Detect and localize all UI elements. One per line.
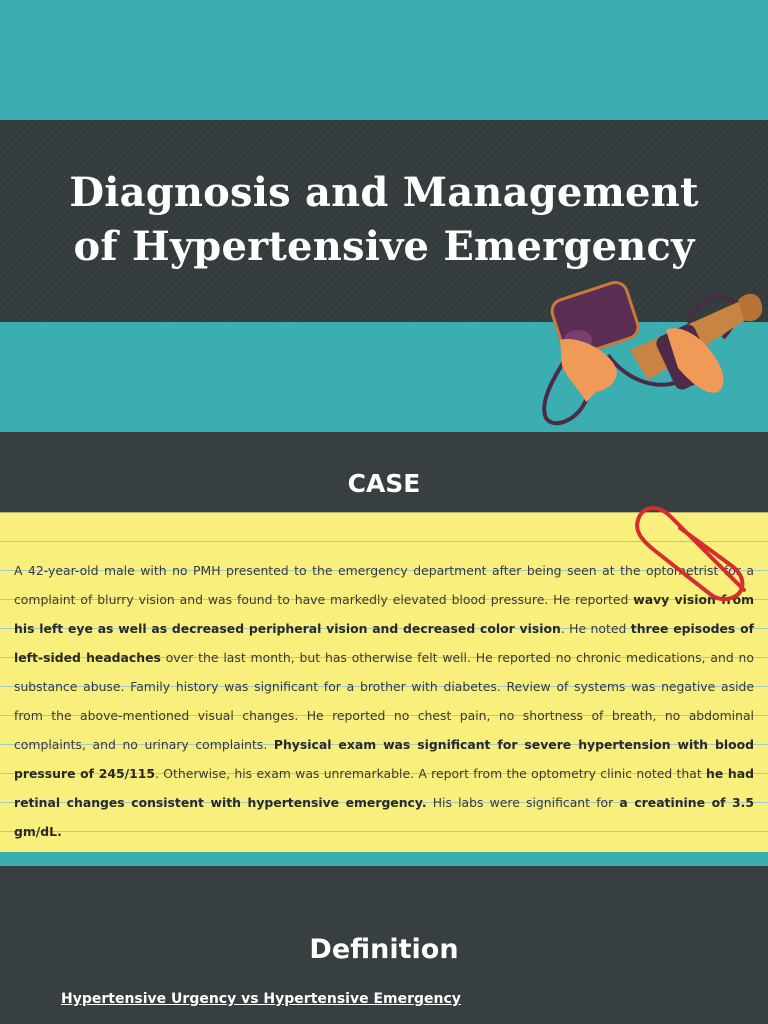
title-line-2: of Hypertensive Emergency: [73, 223, 695, 270]
top-teal-band: [0, 0, 768, 120]
case-highlight-visual-symptoms: wavy vision from his left eye as well as decreased peripheral vision and decreased color vision: [14, 592, 754, 636]
case-highlight-retinal-changes: he had retinal changes consistent with hypertensive emergency.: [14, 766, 754, 810]
case-highlight-headaches: three episodes of left-sided headaches: [14, 621, 754, 665]
case-text-segment: His labs were significant for: [426, 795, 620, 810]
page-title: [0, 166, 768, 274]
case-heading: CASE: [347, 469, 421, 498]
case-text-segment: over the last month, but has otherwise felt well. He reported no chronic medications, and no substance abuse. Family history was significant for a brother with diabetes. Review of systems was negative aside from the above-mentioned visual changes. He reported no chest pain, no shortness of breath, no abdominal complaints, and no urinary complaints.: [14, 650, 754, 752]
case-text-segment: . He noted: [560, 621, 631, 636]
definition-heading: Definition: [309, 934, 459, 965]
blood-pressure-cuff-icon: [538, 280, 768, 430]
title-line-1: Diagnosis and Management: [69, 169, 699, 216]
case-text-segment: . Otherwise, his exam was unremarkable. A report from the optometry clinic noted that: [155, 766, 707, 781]
paperclip-icon: [628, 494, 768, 604]
case-highlight-creatinine: a creatinine of 3.5 gm/dL.: [14, 795, 754, 839]
case-text-segment: A 42-year-old male with no PMH presented to the emergency department after being seen at the optometrist for a complaint of blurry vision and was found to have markedly elevated blood pressure. He reported: [14, 563, 754, 607]
bottom-teal-strip: [0, 852, 768, 866]
case-highlight-physical-exam: Physical exam was significant for severe hypertension with blood pressure of 245/115: [14, 737, 754, 781]
definition-subheading: Hypertensive Urgency vs Hypertensive Emergency: [61, 991, 461, 1007]
